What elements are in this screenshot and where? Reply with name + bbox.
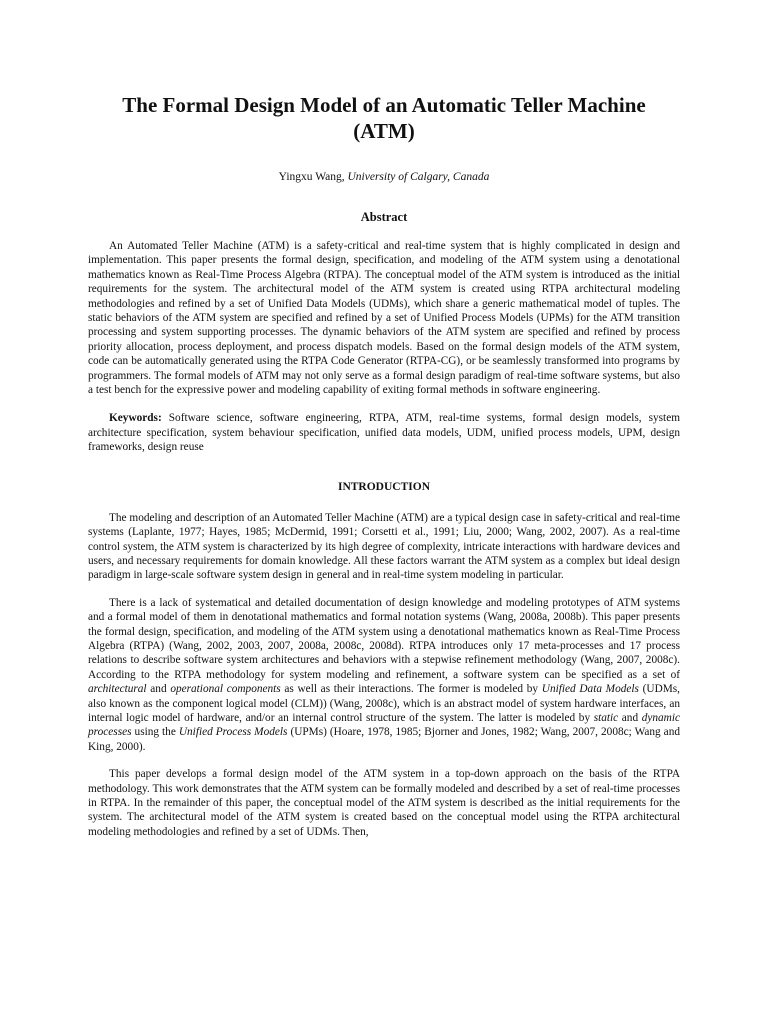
- intro-p2-text-4: (UDMs, also known as the component logical model (CLM)) (Wang, 2008c), which is an abstract model of system hardware interfaces, an internal logic model of hardware, and/or an internal control structure of the system. The latter is modeled by: [88, 683, 681, 724]
- intro-paragraph-2: [88, 596, 680, 754]
- author-name: Yingxu Wang,: [278, 171, 345, 183]
- page-bottom-clip: [88, 754, 680, 842]
- title-line-2: (ATM): [353, 119, 415, 143]
- keywords-label: Keywords:: [109, 412, 162, 425]
- keywords-text: Software science, software engineering, RTPA, ATM, real-time systems, formal design models, system architecture specification, system behaviour specification, unified data models, UDM, unified process models, UPM, design frameworks, design reuse: [88, 412, 680, 454]
- intro-p2-text-5: and: [618, 711, 642, 724]
- title-line-1: The Formal Design Model of an Automatic Teller Machine: [122, 93, 646, 117]
- intro-p2-emph-upm: Unified Process Models: [178, 726, 288, 739]
- paper-title: [88, 92, 680, 144]
- introduction-heading: INTRODUCTION: [337, 480, 430, 493]
- keywords-paragraph: [88, 411, 680, 454]
- intro-p2-emph-dynamic: dynamic processes: [88, 711, 680, 739]
- author-affiliation: University of Calgary, Canada: [347, 171, 490, 183]
- intro-p2-text-6: using the: [131, 726, 179, 739]
- abstract-text: An Automated Teller Machine (ATM) is a safety-critical and real-time system that is highly complicated in design and implementation. This paper presents the formal design, specification, and modeling of the ATM system using a denotational mathematics known as Real-Time Process Algebra (RTPA). The conceptual model of the ATM system is introduced as the initial requirements for the system. The architectural model of the ATM system is created using RTPA architectural modeling methodologies and refined by a set of Unified Data Models (UDMs), which share a generic mathematical model of tuples. The static behaviors of the ATM system are specified and refined by a set of Unified Process Models (UPMs) for the ATM transition processing and system supporting processes. The dynamic behaviors of the ATM system are specified and refined by process priority allocation, process deployment, and process dispatch models. Based on the formal design models of the ATM system, code can be automatically generated using the RTPA Code Generator (RTPA-CG), or be seamlessly transformed into programs by programmers. The formal models of ATM may not only serve as a formal design paradigm of real-time software systems, but also a test bench for the expressive power and modeling capability of exiting formal methods in software engineering.: [88, 240, 680, 397]
- intro-p2-text-2: and: [146, 683, 171, 696]
- intro-p2-emph-udm: Unified Data Models: [541, 683, 639, 696]
- intro-paragraph-3: This paper develops a formal design model of the ATM system in a top-down approach on the basis of the RTPA methodology. This work demonstrates that the ATM system can be formally modeled and described by a set of real-time processes in RTPA. In the remainder of this paper, the conceptual model of the ATM system is described as the initial requirements for the system. The architectural model of the ATM system is created based on the conceptual model using the RTPA architectural modeling methodologies and refined by a set of UDMs. Then,: [88, 768, 680, 838]
- intro-p2-text-3: as well as their interactions. The former is modeled by: [280, 683, 542, 696]
- intro-paragraph-1: The modeling and description of an Automated Teller Machine (ATM) are a typical design case in safety-critical and real-time systems (Laplante, 1977; Hayes, 1985; McDermid, 1991; Corsetti et al., 1991; Liu, 2000; Wang, 2002, 2007). As a real-time control system, the ATM system is characterized by its high degree of complexity, intricate interactions with hardware devices and users, and necessary requirements for domain knowledge. All these factors warrant the ATM system as a complex but ideal design paradigm in large-scale software system design in general and in real-time system modeling in particular.: [88, 511, 680, 582]
- abstract-heading: Abstract: [360, 210, 408, 224]
- intro-p2-text-1: There is a lack of systematical and detailed documentation of design knowledge and modeling prototypes of ATM systems and a formal model of them in denotational mathematics and formal notation systems (Wang, 2008a, 2008b). This paper presents the formal design, specification, and modeling of the ATM system using a denotational mathematics known as Real-Time Process Algebra (RTPA) (Wang, 2002, 2003, 2007, 2008a, 2008c, 2008d). RTPA introduces only 17 meta-processes and 17 process relations to describe software system architectures and behaviors with a stepwise refinement methodology (Wang, 2007, 2008c). According to the RTPA methodology for system modeling and refinement, a software system can be specified as a set of: [88, 596, 680, 681]
- author-line: [88, 170, 680, 185]
- intro-p2-text-7: (UPMs) (Hoare, 1978, 1985; Bjorner and Jones, 1982; Wang, 2007, 2008c; Wang and King, 2000).: [88, 726, 680, 753]
- intro-p2-emph-operational: operational components: [170, 683, 281, 696]
- intro-p2-emph-static: static: [593, 711, 619, 724]
- intro-p2-emph-architectural: architectural: [88, 683, 147, 696]
